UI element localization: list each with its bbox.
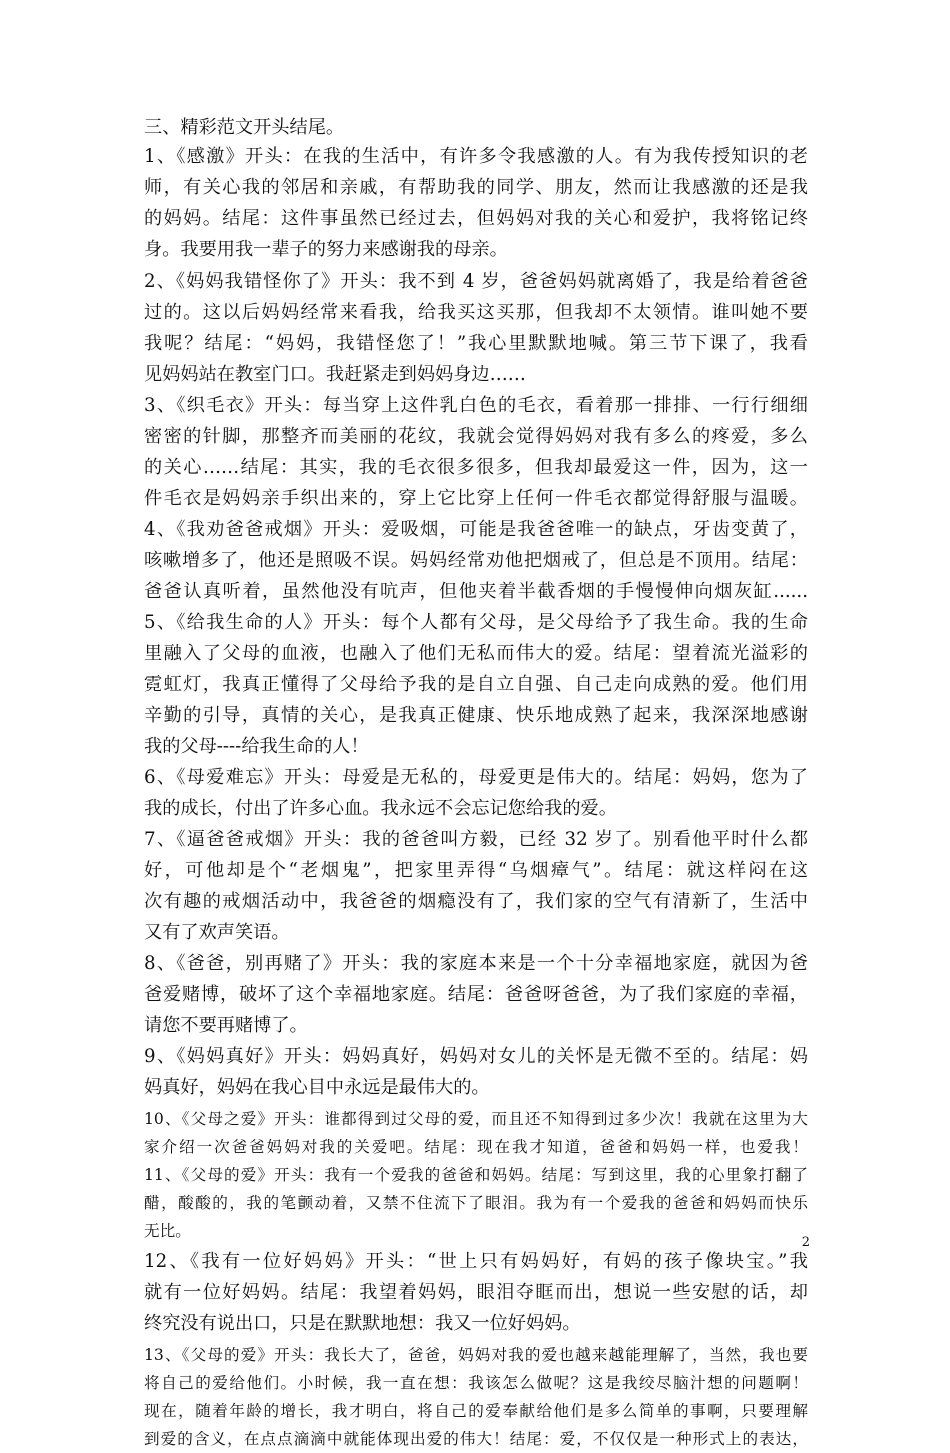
text-line: 6、《母爱难忘》开头：母爱是无私的，母爱更是伟大的。结尾：妈妈，您为了 [144, 767, 808, 788]
text-line: 我的成长，付出了许多心血。我永远不会忘记您给我的爱。 [144, 798, 617, 819]
text-line: 的妈妈。结尾：这件事虽然已经过去，但妈妈对我的关心和爱护，我将铭记终 [144, 208, 808, 229]
text-line: 11、《父母的爱》开头：我有一个爱我的爸爸和妈妈。结尾：写到这里，我的心里象打翻了 [144, 1166, 808, 1184]
text-line: 无比。 [144, 1222, 191, 1240]
text-line: 醋，酸酸的，我的笔颤动着，又禁不住流下了眼泪。我为有一个爱我的爸爸和妈妈而快乐 [144, 1194, 808, 1212]
text-line: 12、《我有一位好妈妈》开头：“世上只有妈妈好，有妈的孩子像块宝。”我 [144, 1251, 808, 1272]
text-line: 请您不要再赌博了。 [144, 1015, 308, 1036]
text-line: 到爱的含义，在点点滴滴中就能体现出爱的伟大！结尾：爱，不仅仅是一种形式上的表达， [144, 1430, 808, 1448]
text-line: 3、《织毛衣》开头：每当穿上这件乳白色的毛衣，看着那一排排、一行行细细 [144, 395, 808, 416]
text-line: 见妈妈站在教室门口。我赶紧走到妈妈身边…… [144, 364, 526, 385]
text-line: 次有趣的戒烟活动中，我爸爸的烟瘾没有了，我们家的空气有清新了，生活中 [144, 891, 808, 912]
text-line: 将自己的爱给他们。小时候，我一直在想：我该怎么做呢？这是我绞尽脑汁想的问题啊！ [144, 1374, 808, 1392]
text-line: 4、《我劝爸爸戒烟》开头：爱吸烟，可能是我爸爸唯一的缺点，牙齿变黄了， [144, 519, 808, 540]
text-line: 终究没有说出口，只是在默默地想：我又一位好妈妈。 [144, 1313, 581, 1334]
text-line: 现在，随着年龄的增长，我才明白，将自己的爱奉献给他们是多么简单的事啊，只要理解 [144, 1402, 808, 1420]
text-line: 8、《爸爸，别再赌了》开头：我的家庭本来是一个十分幸福地家庭，就因为爸 [144, 953, 808, 974]
text-line: 7、《逼爸爸戒烟》开头：我的爸爸叫方毅，已经 32 岁了。别看他平时什么都 [144, 829, 808, 850]
text-line: 三、精彩范文开头结尾。 [144, 117, 345, 138]
page-number: 2 [801, 1235, 810, 1250]
text-line: 妈真好，妈妈在我心目中永远是最伟大的。 [144, 1077, 490, 1098]
text-line: 咳嗽增多了，他还是照吸不误。妈妈经常劝他把烟戒了，但总是不顶用。结尾： [144, 550, 808, 571]
text-line: 10、《父母之爱》开头：谁都得到过父母的爱，而且还不知得到过多少次！我就在这里为大 [144, 1110, 808, 1128]
text-line: 辛勤的引导，真情的关心，是我真正健康、快乐地成熟了起来，我深深地感谢 [144, 705, 808, 726]
text-line: 密密的针脚，那整齐而美丽的花纹，我就会觉得妈妈对我有多么的疼爱，多么 [144, 426, 808, 447]
text-line: 件毛衣是妈妈亲手织出来的，穿上它比穿上任何一件毛衣都觉得舒服与温暖。 [144, 488, 808, 509]
text-line: 霓虹灯，我真正懂得了父母给予我的是自立自强、自己走向成熟的爱。他们用 [144, 674, 808, 695]
text-line: 1、《感激》开头：在我的生活中，有许多令我感激的人。有为我传授知识的老 [144, 146, 808, 167]
text-line: 好，可他却是个“老烟鬼”，把家里弄得“乌烟瘴气”。结尾：就这样闷在这 [144, 860, 808, 881]
text-line: 就有一位好妈妈。结尾：我望着妈妈，眼泪夺眶而出，想说一些安慰的话，却 [144, 1282, 808, 1303]
text-line: 家介绍一次爸爸妈妈对我的关爱吧。结尾：现在我才知道，爸爸和妈妈一样，也爱我！ [144, 1138, 808, 1156]
text-line: 又有了欢声笑语。 [144, 922, 290, 943]
text-line: 13、《父母的爱》开头：我长大了，爸爸，妈妈对我的爱也越来越能理解了，当然，我也要 [144, 1346, 808, 1364]
text-line: 过的。这以后妈妈经常来看我，给我买这买那，但我却不太领情。谁叫她不要 [144, 302, 808, 323]
text-line: 我呢？结尾：“妈妈，我错怪您了！”我心里默默地喊。第三节下课了，我看 [144, 333, 808, 354]
text-line: 爸爸认真听着，虽然他没有吭声，但他夹着半截香烟的手慢慢伸向烟灰缸...... [144, 581, 808, 602]
text-line: 2、《妈妈我错怪你了》开头：我不到 4 岁，爸爸妈妈就离婚了，我是给着爸爸 [144, 271, 808, 292]
text-line: 的关心……结尾：其实，我的毛衣很多很多，但我却最爱这一件，因为，这一 [144, 457, 808, 478]
text-line: 师，有关心我的邻居和亲戚，有帮助我的同学、朋友，然而让我感激的还是我 [144, 177, 808, 198]
text-line: 身。我要用我一辈子的努力来感谢我的母亲。 [144, 239, 508, 260]
text-line: 5、《给我生命的人》开头：每个人都有父母，是父母给予了我生命。我的生命 [144, 612, 808, 633]
text-line: 里融入了父母的血液，也融入了他们无私而伟大的爱。结尾：望着流光溢彩的 [144, 643, 808, 664]
text-line: 我的父母----给我生命的人！ [144, 736, 369, 757]
text-line: 9、《妈妈真好》开头：妈妈真好，妈妈对女儿的关怀是无微不至的。结尾：妈 [144, 1046, 808, 1067]
text-line: 爸爱赌博，破坏了这个幸福地家庭。结尾：爸爸呀爸爸，为了我们家庭的幸福， [144, 984, 808, 1005]
